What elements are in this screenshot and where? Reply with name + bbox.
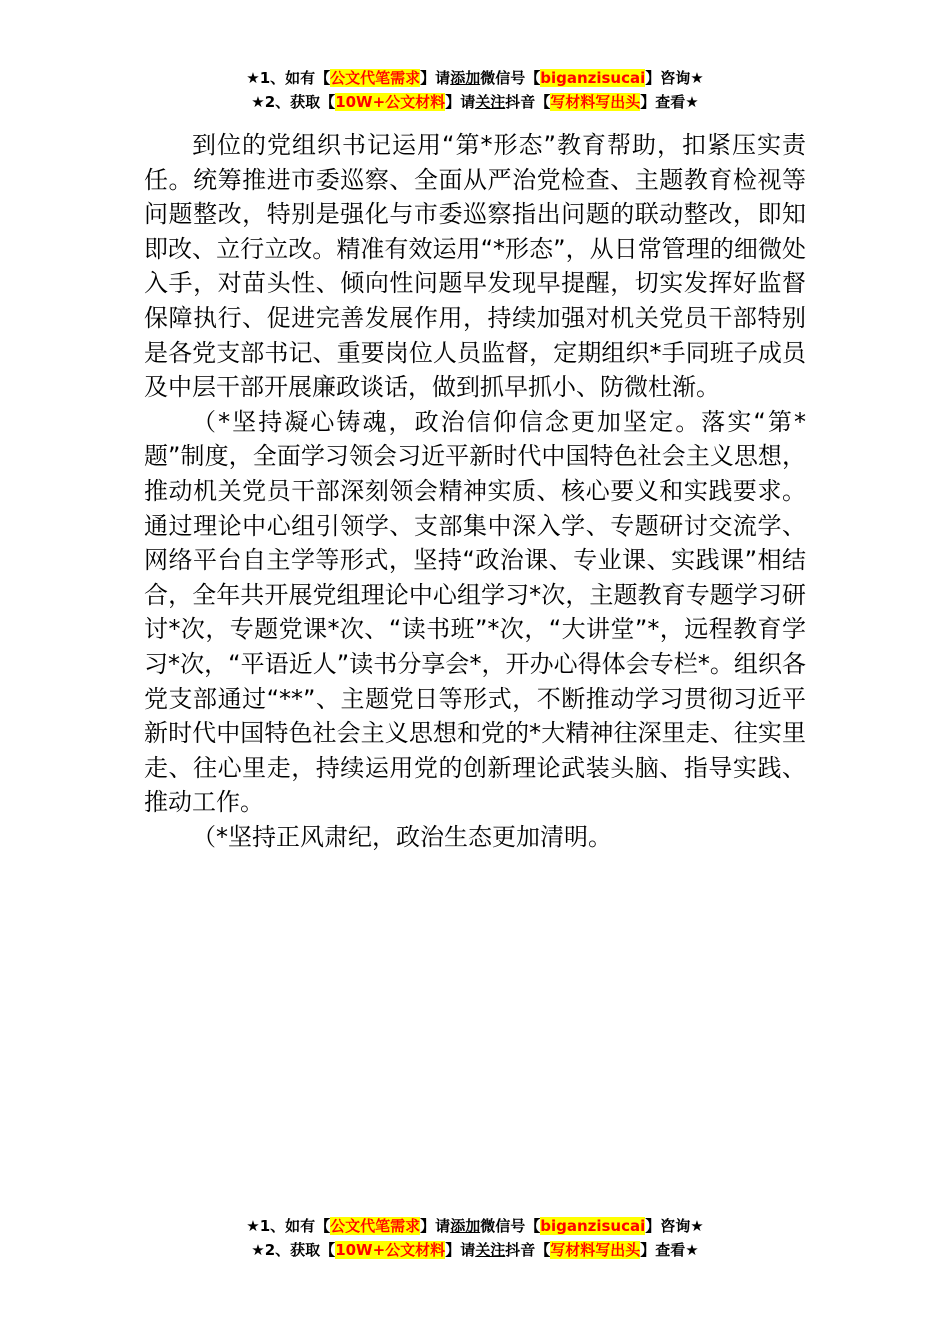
banner-text: 】请 bbox=[420, 69, 451, 87]
banner-highlight: 写材料写出头 bbox=[550, 93, 641, 111]
banner-text: ★1、如有【 bbox=[246, 1217, 331, 1235]
banner-text: ★2、获取【 bbox=[251, 93, 336, 111]
banner-line-2 bbox=[0, 1238, 950, 1262]
banner-highlight: biganzisucai bbox=[540, 69, 646, 87]
banner-highlight: biganzisucai bbox=[540, 1217, 646, 1235]
banner-emphasis: 关注 bbox=[475, 93, 506, 111]
document-body bbox=[144, 128, 806, 854]
banner-highlight: 10W+公文材料 bbox=[335, 1241, 446, 1259]
banner-emphasis: 添加 bbox=[450, 1217, 481, 1235]
banner-text: ★1、如有【 bbox=[246, 69, 331, 87]
banner-text: ★2、获取【 bbox=[251, 1241, 336, 1259]
banner-line-2 bbox=[0, 90, 950, 114]
banner-text: 微信号【 bbox=[480, 1217, 541, 1235]
banner-line-1 bbox=[0, 1214, 950, 1238]
banner-text: 抖音【 bbox=[505, 93, 551, 111]
banner-text: 】查看★ bbox=[640, 93, 699, 111]
banner-emphasis: 关注 bbox=[475, 1241, 506, 1259]
banner-emphasis: 添加 bbox=[450, 69, 481, 87]
banner-highlight: 写材料写出头 bbox=[550, 1241, 641, 1259]
banner-highlight: 公文代笔需求 bbox=[330, 69, 421, 87]
banner-line-1 bbox=[0, 66, 950, 90]
banner-text: 】请 bbox=[420, 1217, 451, 1235]
body-paragraph-1: 到位的党组织书记运用“第*形态”教育帮助，扣紧压实责任。统筹推进市委巡察、全面从严治党检查、主题教育检视等问题整改，特别是强化与市委巡察指出问题的联动整改，即知即改、立行立改。精准有效运用“*形态”，从日常管理的细微处入手，对苗头性、倾向性问题早发现早提醒，切实发挥好监督保障执行、促进完善发展作用，持续加强对机关党员干部特别是各党支部书记、重要岗位人员监督，定期组织*手同班子成员及中层干部开展廉政谈话，做到抓早抓小、防微杜渐。 bbox=[144, 131, 806, 402]
banner-text: 】咨询★ bbox=[645, 69, 704, 87]
banner-text: 】请 bbox=[445, 1241, 476, 1259]
banner-text: 】请 bbox=[445, 93, 476, 111]
banner-text: 抖音【 bbox=[505, 1241, 551, 1259]
header-banner bbox=[0, 66, 950, 114]
banner-text: 】查看★ bbox=[640, 1241, 699, 1259]
body-paragraph-2: （*坚持凝心铸魂，政治信仰信念更加坚定。落实“第*题”制度，全面学习领会习近平新时代中国特色社会主义思想，推动机关党员干部深刻领会精神实质、核心要义和实践要求。通过理论中心组引领学、支部集中深入学、专题研讨交流学、网络平台自主学等形式，坚持“政治课、专业课、实践课”相结合，全年共开展党组理论中心组学习*次，主题教育专题学习研讨*次，专题党课*次、“读书班”*次，“大讲堂”*，远程教育学习*次，“平语近人”读书分享会*，开办心得体会专栏*。组织各党支部通过“**”、主题党日等形式，不断推动学习贯彻习近平新时代中国特色社会主义思想和党的*大精神往深里走、往实里走、往心里走，持续运用党的创新理论武装头脑、指导实践、推动工作。 bbox=[144, 407, 806, 817]
body-paragraph-3: （*坚持正风肃纪，政治生态更加清明。 bbox=[192, 822, 612, 851]
banner-text: 微信号【 bbox=[480, 69, 541, 87]
footer-banner bbox=[0, 1214, 950, 1262]
banner-highlight: 10W+公文材料 bbox=[335, 93, 446, 111]
banner-highlight: 公文代笔需求 bbox=[330, 1217, 421, 1235]
banner-text: 】咨询★ bbox=[645, 1217, 704, 1235]
